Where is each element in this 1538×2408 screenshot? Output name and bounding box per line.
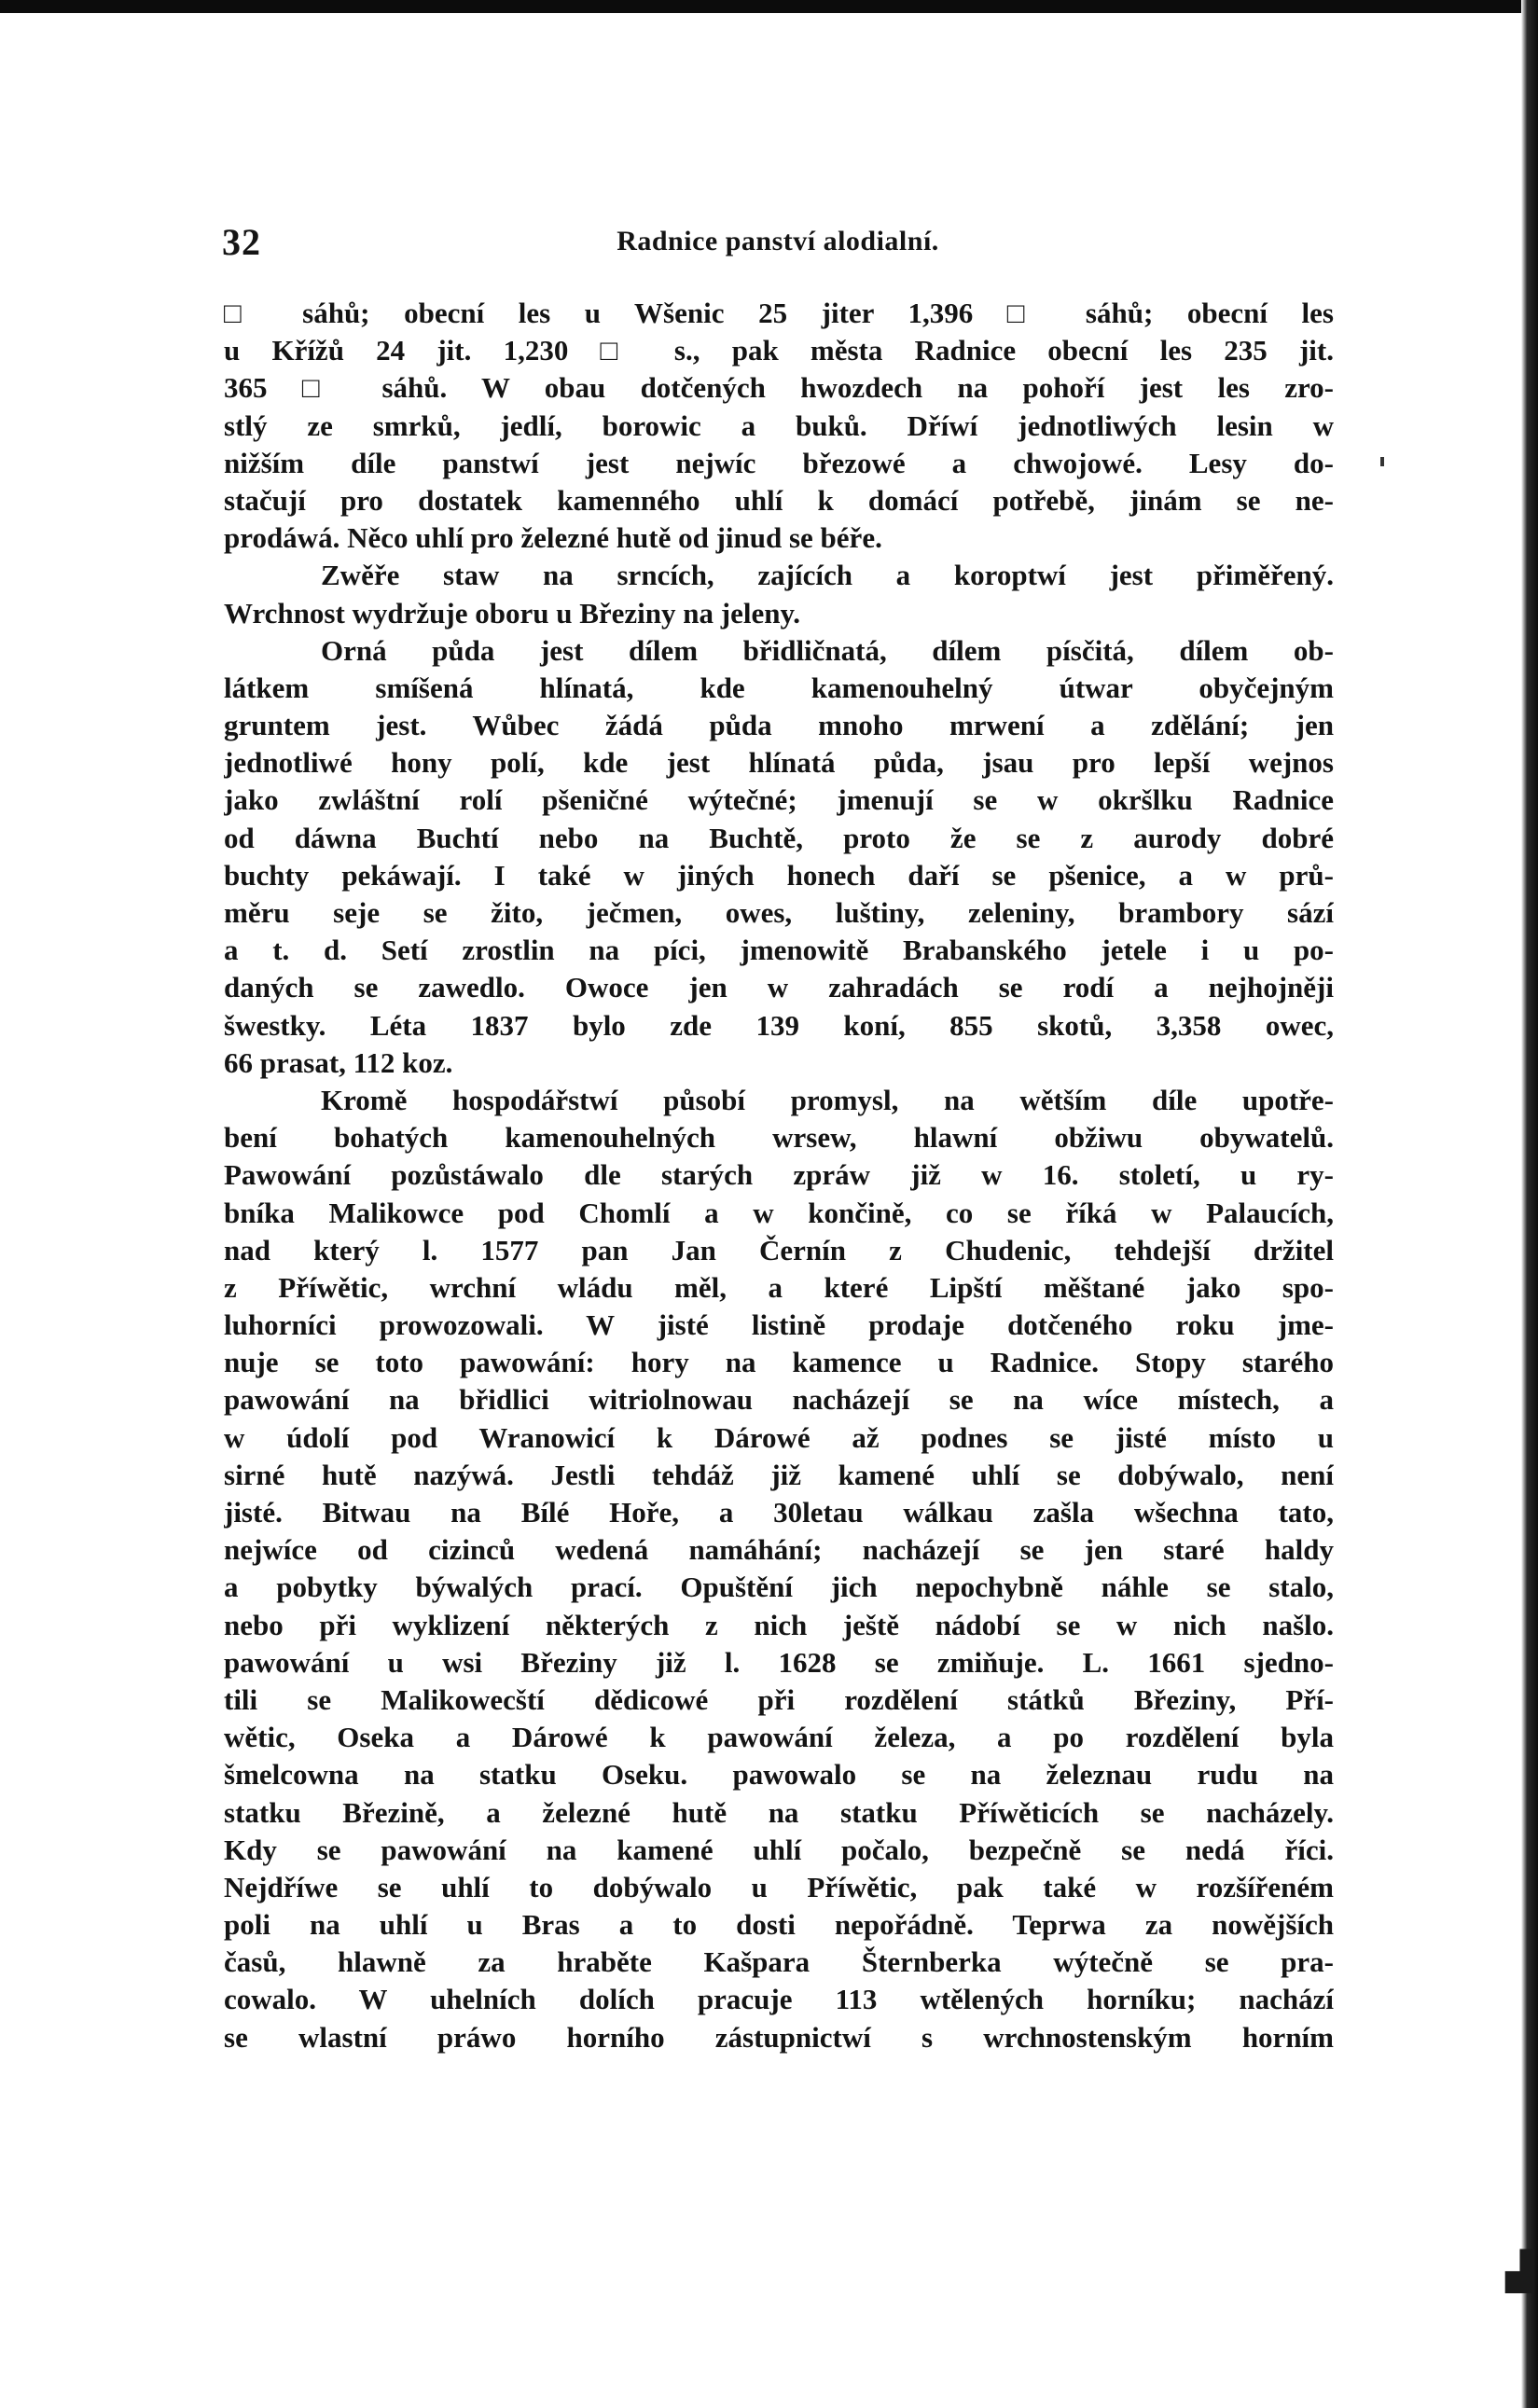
text-line: wětic, Oseka a Dárowé k pawowání železa, a po rozdělení byla [224,1721,1334,1754]
corner-scan-mark: ▟ [1505,2250,1534,2292]
text-line: měru seje se žito, ječmen, owes, luštiny, zeleniny, brambory sází [224,896,1334,929]
text-line: od dáwna Buchtí nebo na Buchtě, proto že se z aurody dobré [224,821,1334,854]
text-line: w údolí pod Wranowicí k Dárowé až podnes se jisté místo u [224,1420,1334,1454]
text-line: Pawowání pozůstáwalo dle starých zpráw již w 16. století, u ry- [224,1158,1334,1192]
scan-top-edge [0,0,1538,13]
scan-right-edge [1521,0,1538,2408]
text-line: šwestky. Léta 1837 bylo zde 139 koní, 855 skotů, 3,358 owec, [224,1008,1334,1042]
text-line: a pobytky býwalých prací. Opuštění jich nepochybně náhle se stalo, [224,1571,1334,1604]
text-line: sirné hutě nazýwá. Jestli tehdáž již kamené uhlí se dobýwalo, není [224,1458,1334,1491]
text-line: poli na uhlí u Bras a to dosti nepořádně. Teprwa za nowějších [224,1908,1334,1942]
body-text [224,295,1334,2056]
page-header [222,220,1334,263]
text-line: jednotliwé hony polí, kde jest hlínatá půda, jsau pro lepší wejnos [224,746,1334,780]
text-line: cowalo. W uhelních dolích pracuje 113 wtělených horníku; nachází [224,1983,1334,2016]
text-line: Kromě hospodářstwí působí promysl, na wětším díle upotře- [321,1083,1334,1116]
text-line: luhorníci prowozowali. W jisté listině prodaje dotčeného roku jme- [224,1308,1334,1342]
text-line: u Křížů 24 jit. 1,230 □ s., pak města Radnice obecní les 235 jit. [224,334,1334,367]
running-title: Radnice panství alodialní. [617,226,939,256]
text-line: nebo při wyklizení některých z nich ještě nádobí se w nich našlo. [224,1608,1334,1641]
text-line: z Příwětic, wrchní wládu měl, a které Lipští měštané jako spo- [224,1270,1334,1304]
text-line: stačují pro dostatek kamenného uhlí k domácí potřebě, jinám se ne- [224,483,1334,517]
text-line: bení bohatých kamenouhelných wrsew, hlawní obžiwu obywatelů. [224,1121,1334,1155]
text-line: jako zwláštní rolí pšeničné wýtečné; jmenují se w okršlku Radnice [224,783,1334,817]
text-line: Kdy se pawowání na kamené uhlí počalo, bezpečně se nedá říci. [224,1833,1334,1866]
text-line: látkem smíšená hlínatá, kde kamenouhelný útwar obyčejným [224,671,1334,704]
margin-speck [1380,457,1384,466]
text-line: časů, hlawně za hraběte Kašpara Šternberka wýtečně se pra- [224,1945,1334,1979]
text-line: gruntem jest. Wůbec žádá půda mnoho mrwení a zdělání; jen [224,709,1334,742]
text-line: pawowání na břidlici witriolnowau nacházejí se na wíce místech, a [224,1383,1334,1417]
text-line: □ sáhů; obecní les u Wšenic 25 jiter 1,396 □ sáhů; obecní les [224,297,1334,329]
text-line: Orná půda jest dílem břidličnatá, dílem písčitá, dílem ob- [321,633,1334,667]
text-line: 66 prasat, 112 koz. [224,1045,453,1079]
text-line: jisté. Bitwau na Bílé Hoře, a 30letau wálkau zašla wšechna tato, [224,1496,1334,1529]
text-line: prodáwá. Něco uhlí pro železné hutě od jinud se béře. [224,521,882,555]
text-line: 365 □ sáhů. W obau dotčených hwozdech na pohoří jest les zro- [224,371,1334,405]
text-line: nad který l. 1577 pan Jan Černín z Chudenic, tehdejší držitel [224,1233,1334,1266]
text-line: daných se zawedlo. Owoce jen w zahradách se rodí a nejhojněji [224,971,1334,1004]
text-line: nejwíce od cizinců wedená namáhání; nacházejí se jen staré haldy [224,1533,1334,1567]
page-number: 32 [222,221,261,263]
text-line: se wlastní práwo horního zástupnictwí s wrchnostenským horním [224,2020,1334,2054]
text-line: pawowání u wsi Březiny již l. 1628 se zmiňuje. L. 1661 sjedno- [224,1645,1334,1679]
text-line: buchty pekáwají. I také w jiných honech daří se pšenice, a w prů- [224,858,1334,892]
text-line: Zwěře staw na srncích, zajících a koroptwí jest přiměřený. [321,559,1334,592]
text-line: tili se Malikowecští dědicowé při rozdělení státků Březiny, Pří- [224,1682,1334,1716]
text-line: Nejdříwe se uhlí to dobýwalo u Příwětic, pak také w rozšířeném [224,1870,1334,1903]
text-line: bníka Malikowce pod Chomlí a w končině, co se říká w Palaucích, [224,1196,1334,1229]
text-line: šmelcowna na statku Oseku. pawowalo se na železnau rudu na [224,1758,1334,1792]
text-line: nuje se toto pawowání: hory na kamence u Radnice. Stopy starého [224,1346,1334,1379]
text-line: nižším díle panstwí jest nejwíc březowé a chwojowé. Lesy do- [224,446,1334,479]
text-line: stlý ze smrků, jedlí, borowic a buků. Dříwí jednotliwých lesin w [224,408,1334,442]
text-line: Wrchnost wydržuje oboru u Březiny na jeleny. [224,596,801,630]
text-line: a t. d. Setí zrostlin na píci, jmenowitě Brabanského jetele i u po- [224,934,1334,967]
text-line: statku Březině, a železné hutě na statku Příwěticích se nacházely. [224,1795,1334,1829]
